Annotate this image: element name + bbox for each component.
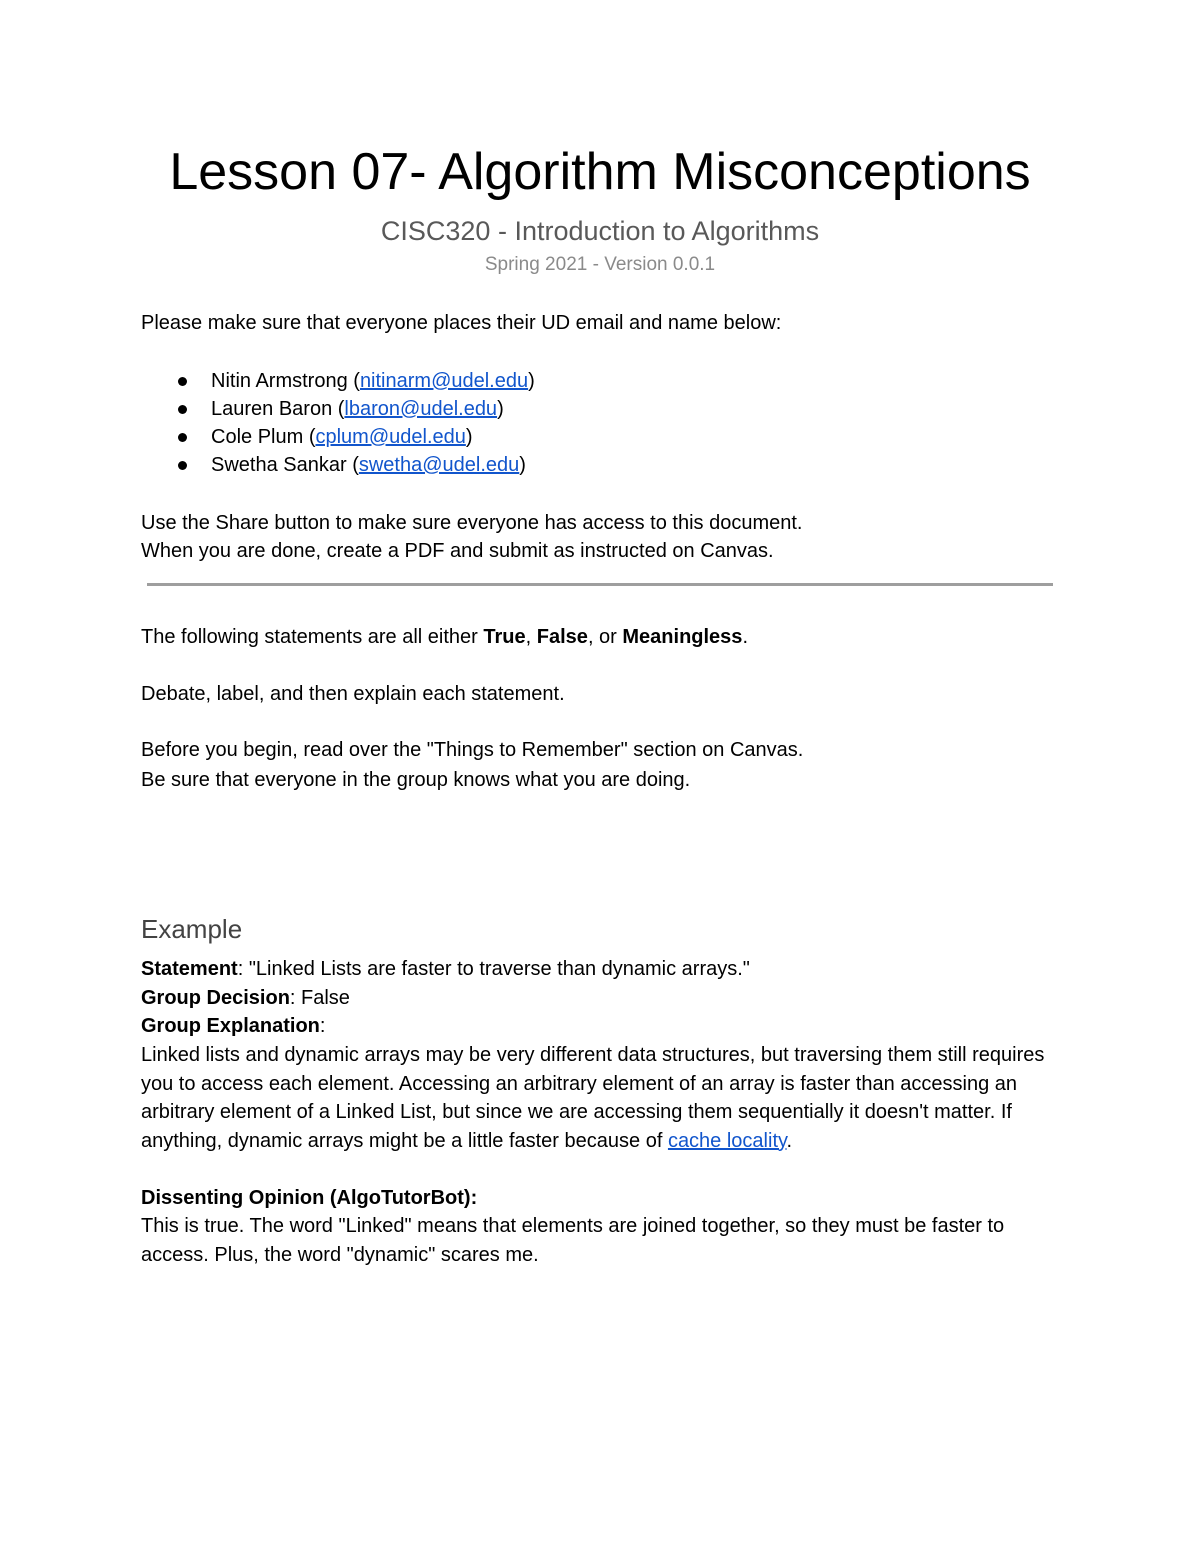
separator: , or [587, 626, 623, 648]
list-item: Cole Plum (cplum@udel.edu) [141, 423, 535, 451]
member-name: Cole Plum [211, 426, 304, 448]
document-title: Lesson 07- Algorithm Misconceptions [169, 143, 1031, 201]
statement-label: Statement [141, 958, 238, 980]
list-item: Lauren Baron (lbaron@udel.edu) [141, 395, 535, 423]
example-heading: Example [141, 914, 243, 944]
list-item: Nitin Armstrong (nitinarm@udel.edu) [141, 367, 535, 395]
separator: , [525, 626, 537, 648]
dissent-title [141, 1184, 1061, 1213]
dissent-body: This is true. The word "Linked" means that elements are joined together, so they must be faster to access. Plus, the word "dynamic" scares me. [141, 1215, 1005, 1266]
meaningless-label: Meaningless [622, 626, 743, 648]
member-name: Swetha Sankar [211, 454, 347, 476]
cache-locality-link[interactable]: cache locality [667, 1129, 787, 1152]
member-email-link[interactable]: cplum@udel.edu [315, 426, 466, 448]
debate-instruction: Debate, label, and then explain each statement. [141, 683, 565, 705]
member-email-link[interactable]: swetha@udel.edu [358, 454, 520, 476]
example-explanation-title [141, 1012, 1061, 1041]
statement-types-line [141, 623, 748, 651]
explanation-end: . [786, 1129, 793, 1152]
false-label: False [536, 626, 588, 648]
bullet-icon [178, 405, 187, 414]
member-name: Lauren Baron [211, 398, 333, 420]
explanation-label: Group Explanation [141, 1015, 320, 1037]
decision-text: : False [289, 987, 350, 1009]
decision-label: Group Decision [141, 987, 290, 1009]
bullet-icon [178, 377, 187, 386]
group-instruction: Be sure that everyone in the group knows what you are doing. [141, 769, 691, 791]
period: . [742, 626, 748, 648]
document-subtitle: CISC320 - Introduction to Algorithms [380, 216, 820, 246]
submit-instruction: When you are done, create a PDF and submit as instructed on Canvas. [141, 540, 774, 562]
member-name: Nitin Armstrong [211, 370, 348, 392]
list-item: Swetha Sankar (swetha@udel.edu) [141, 451, 535, 479]
before-instruction: Before you begin, read over the "Things to Remember" section on Canvas. [141, 739, 804, 761]
horizontal-divider [147, 583, 1053, 586]
member-list [141, 367, 535, 479]
explanation-colon: : [319, 1015, 326, 1037]
example-decision [141, 984, 1061, 1013]
bullet-icon [178, 461, 187, 470]
statement-text: : "Linked Lists are faster to traverse than dynamic arrays." [237, 958, 750, 980]
member-instruction: Please make sure that everyone places their UD email and name below: [141, 312, 782, 334]
share-instruction: Use the Share button to make sure everyone has access to this document. [141, 512, 803, 534]
member-email-link[interactable]: nitinarm@udel.edu [359, 370, 529, 392]
document-version: Spring 2021 - Version 0.0.1 [484, 254, 716, 275]
bullet-icon [178, 433, 187, 442]
statement-types-prefix: The following statements are all either [141, 626, 484, 648]
true-label: True [483, 626, 526, 648]
example-statement [141, 955, 1061, 984]
example-explanation-body [141, 1041, 1061, 1155]
member-email-link[interactable]: lbaron@udel.edu [344, 398, 498, 420]
explanation-text: Linked lists and dynamic arrays may be very different data structures, but traversing them still requires you to access each element. Accessing an arbitrary element of an array is faster than accessing an arbitrary element of a Linked List, but since we are accessing them sequentially it doesn't matter. If anything, dynamic arrays might be a little faster because of [141, 1044, 1045, 1152]
dissent-label: Dissenting Opinion (AlgoTutorBot): [141, 1187, 478, 1209]
